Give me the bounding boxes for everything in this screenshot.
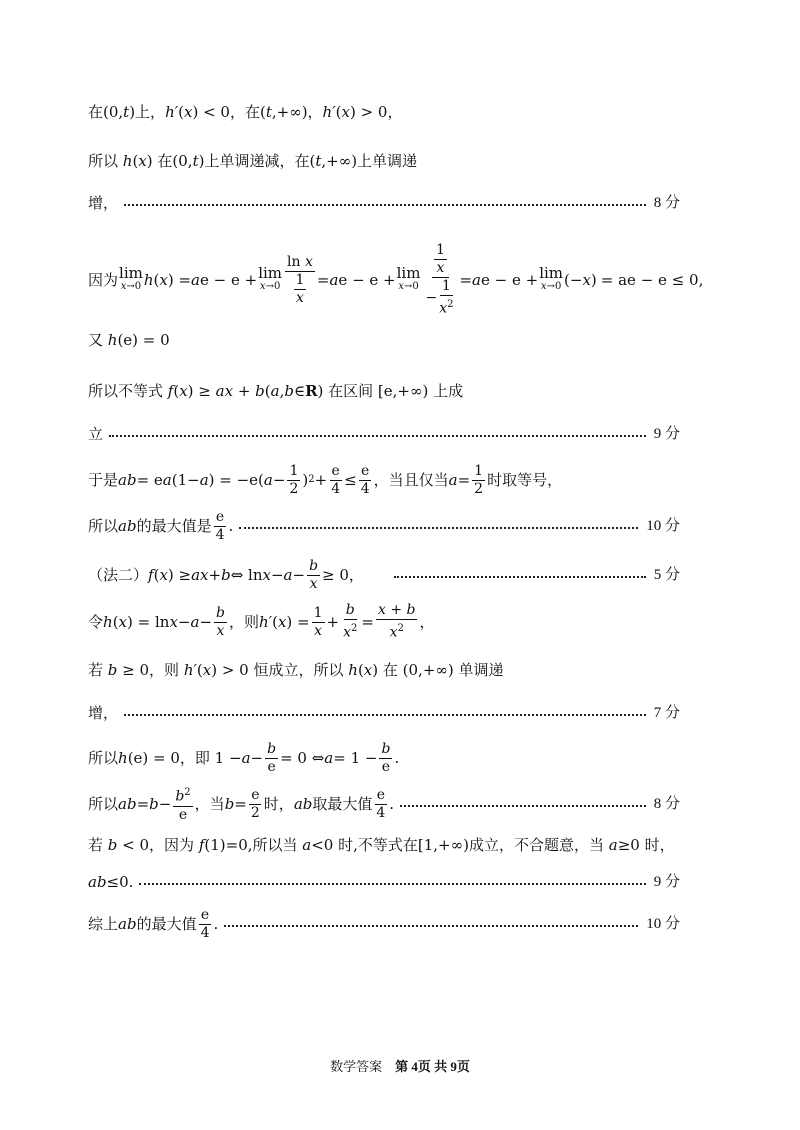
score-line: 增， 7 分 bbox=[88, 704, 680, 722]
score-label: 8 分 bbox=[653, 796, 680, 812]
score-line: 所以 ab = b − $\frac{b^2}{e}$ ，当 b = $\frac{e}{2}$ 时， ab 取最大值 $\frac{e}{4}$ . 8 分 bbox=[88, 786, 680, 822]
text-line: 所以不等式 f(x) ≥ ax + b(a,b∈R) 在区间 [e,+∞) 上成 bbox=[88, 382, 464, 400]
text-line: 若 b < 0，因为 f(1)=0,所以当 a<0 时,不等式在[1,+∞)成立，不合题意，当 a≥0 时， bbox=[88, 836, 675, 854]
score-line: ab≤0. 9 分 bbox=[88, 873, 680, 891]
text-line: 在(0,t)上，h′(x) < 0，在(t,+∞)，h′(x) > 0， bbox=[88, 103, 403, 121]
text-line: 所以 h (e) = 0，即 1 − a − $\frac{b}{e}$ = 0 ⇔ a = 1 − $\frac{b}{e}$ . bbox=[88, 740, 400, 775]
score-label: 7 分 bbox=[653, 705, 680, 721]
dot-leader bbox=[239, 527, 638, 529]
dot-leader bbox=[139, 883, 645, 885]
score-line: 所以 ab 的最大值是 $\frac{e}{4}$ . 10 分 bbox=[88, 508, 680, 543]
score-label: 8 分 bbox=[653, 195, 680, 211]
score-label: 5 分 bbox=[653, 567, 680, 583]
score-label: 9 分 bbox=[653, 426, 680, 442]
text-line: 所以 h(x) 在(0,t)上单调递减，在(t,+∞)上单调递 bbox=[88, 152, 418, 170]
score-line: 综上 ab 的最大值 $\frac{e}{4}$ . 10 分 bbox=[88, 906, 680, 941]
limit-expression: 因为 lim x→0 h ( x ) = a e − e + lim x→0 $\frac{\text{ln x}}{\frac{1}{x}}$ = a e − e + lim x→0 $\frac{1}{x}$ − $\frac{1}{x^2}$ = a e − e + lim x→0 (− x ) = ae − e ≤ 0, bbox=[88, 242, 704, 317]
page-footer bbox=[0, 1056, 800, 1075]
dot-leader bbox=[394, 576, 646, 578]
text-line: 若 b ≥ 0，则 h′(x) > 0 恒成立，所以 h(x) 在 (0,+∞) 单调递 bbox=[88, 661, 504, 679]
dot-leader bbox=[400, 805, 646, 807]
footer-page-number: 第 4页 共 9页 bbox=[395, 1059, 470, 1074]
footer-subject: 数学答案 bbox=[330, 1059, 383, 1074]
score-label: 10 分 bbox=[646, 518, 680, 534]
dot-leader bbox=[124, 204, 646, 206]
dot-leader bbox=[109, 435, 646, 437]
score-line: 立 9 分 bbox=[88, 425, 680, 443]
score-line: （法二） f ( x ) ≥ ax + b ⇔ ln x − a − $\frac{b}{x}$ ≥ 0， 5 分 bbox=[88, 557, 680, 592]
score-label: 9 分 bbox=[653, 874, 680, 890]
dot-leader bbox=[124, 714, 646, 716]
text-line: 令 h ( x ) = ln x − a − $\frac{b}{x}$ ，则 h′ ( x ) = $\frac{1}{x}$ + $\frac{b}{x^2}$ = $\frac{x + b}{x^2}$ ， bbox=[88, 602, 435, 641]
dot-leader bbox=[224, 925, 638, 927]
score-label: 10 分 bbox=[646, 916, 680, 932]
text-line: 于是 ab = e a (1− a ) = −e( a − $\frac{1}{2}$ ) 2 + $\frac{e}{4}$ ≤ $\frac{e}{4}$ ，当且仅当 a = $\frac{1}{2}$ 时取等号， bbox=[88, 462, 563, 497]
text-line: 又 h(e) = 0 bbox=[88, 331, 170, 349]
score-line: 增， 8 分 bbox=[88, 194, 680, 212]
